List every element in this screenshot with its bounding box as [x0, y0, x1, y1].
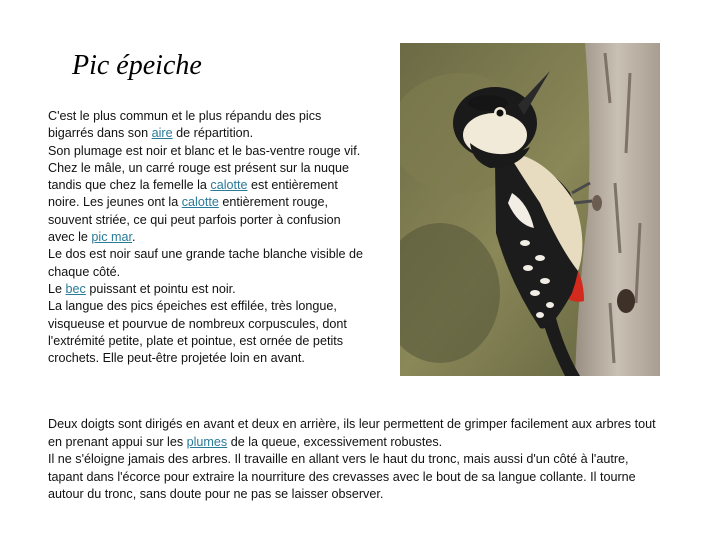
description-column	[48, 108, 366, 367]
paragraph-range: C'est le plus commun et le plus répandu des pics bigarrés dans son aire de répartition.	[48, 109, 322, 141]
link-bec[interactable]: bec	[65, 281, 86, 296]
link-aire[interactable]: aire	[151, 126, 173, 141]
link-calotte-1[interactable]: calotte	[210, 178, 248, 193]
paragraph-plumage: Son plumage est noir et blanc et le bas-ventre rouge vif. Chez le mâle, un carré rouge est présent sur la nuque tandis que chez la femelle la calotte est entièrement noire. Les jeunes ont la calotte entièrement rouge, souvent striée, ce qui peut parfois porter à confusion avec le pic mar.	[48, 143, 361, 245]
paragraph-beak: Le bec puissant et pointu est noir.	[48, 281, 236, 296]
woodpecker-photo	[400, 43, 660, 376]
paragraph-tongue: La langue des pics épeiches est effilée, très longue, visqueuse et pourvue de nombreux corpuscules, dont l'extrémité petite, plate et pointue, est ornée de petits crochets. Elle peut-être projetée loin en avant.	[48, 299, 347, 366]
behaviour-text	[48, 416, 660, 504]
paragraph-back: Le dos est noir sauf une grande tache blanche visible de chaque côté.	[48, 247, 364, 279]
paragraph-trees: Il ne s'éloigne jamais des arbres. Il travaille en allant vers le haut du tronc, mais aussi d'un côté à l'autre, tapant dans l'écorce pour extraire la nourriture des crevasses avec le bout de sa langue collante. Il tourne autour du tronc, sans doute pour ne pas se laisser observer.	[48, 452, 636, 502]
link-plumes[interactable]: plumes	[186, 434, 228, 449]
link-calotte-2[interactable]: calotte	[181, 195, 219, 210]
link-pic-mar[interactable]: pic mar	[91, 230, 132, 245]
slide-title: Pic épeiche	[72, 50, 202, 81]
woodpecker-illustration	[400, 43, 660, 376]
paragraph-toes: Deux doigts sont dirigés en avant et deux en arrière, ils leur permettent de grimper facilement aux arbres tout en prenant appui sur les plumes de la queue, excessivement robustes.	[48, 417, 656, 449]
